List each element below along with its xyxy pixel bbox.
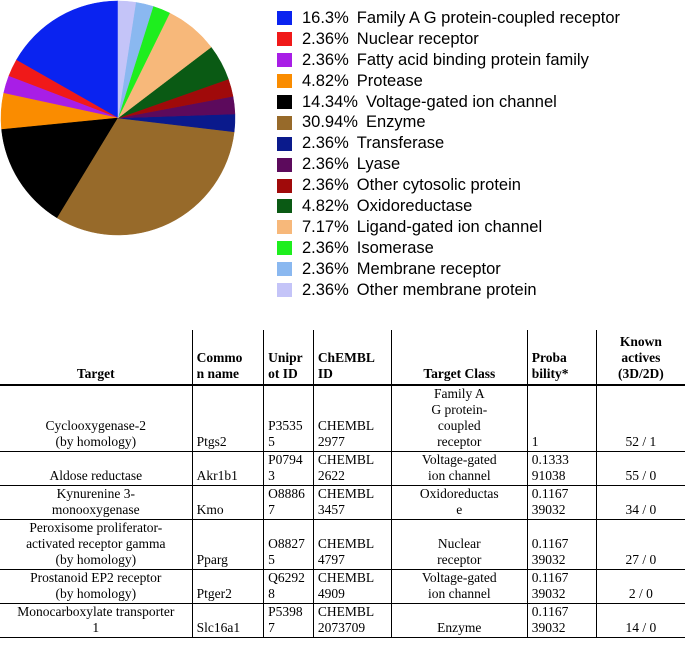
cell-target: Prostanoid EP2 receptor (by homology)	[0, 570, 192, 604]
cell-target-class: Nuclear receptor	[391, 520, 527, 570]
table-row	[0, 520, 685, 570]
table-row	[0, 452, 685, 486]
table-row	[0, 385, 685, 452]
legend-percent: 4.82%	[302, 71, 349, 90]
table-row	[0, 604, 685, 638]
cell-target-class: Enzyme	[391, 604, 527, 638]
cell-target-class: Family A G protein- coupled receptor	[391, 385, 527, 452]
legend-percent: 7.17%	[302, 217, 349, 236]
cell-uniprot-id: P5398 7	[264, 604, 314, 638]
legend-swatch	[277, 11, 292, 25]
targets-table-wrap	[0, 330, 685, 638]
legend-item	[277, 133, 620, 154]
cell-known-actives: 14 / 0	[596, 604, 685, 638]
legend-swatch	[277, 137, 292, 151]
table-row	[0, 570, 685, 604]
legend-label: Family A G protein-coupled receptor	[356, 8, 621, 27]
cell-probability: 0.1167 39032	[527, 486, 596, 520]
cell-uniprot-id: Q6292 8	[264, 570, 314, 604]
cell-target-class: Oxidoreductas e	[391, 486, 527, 520]
legend-percent: 14.34%	[302, 92, 358, 111]
cell-target: Aldose reductase	[0, 452, 192, 486]
legend-item	[277, 8, 620, 29]
cell-known-actives: 34 / 0	[596, 486, 685, 520]
table-header-row	[0, 330, 685, 385]
cell-known-actives: 27 / 0	[596, 520, 685, 570]
legend-percent: 2.36%	[302, 238, 349, 257]
pie-svg	[0, 0, 236, 236]
legend-item	[277, 175, 620, 196]
legend-percent: 2.36%	[302, 50, 349, 69]
cell-probability: 0.1167 39032	[527, 604, 596, 638]
legend-item	[277, 112, 620, 133]
legend-swatch	[277, 53, 292, 67]
legend-item	[277, 92, 620, 113]
cell-common-name: Ptgs2	[192, 385, 264, 452]
legend-label: Other membrane protein	[356, 280, 537, 299]
cell-probability: 0.1167 39032	[527, 570, 596, 604]
legend-item	[277, 217, 620, 238]
legend-item	[277, 154, 620, 175]
cell-chembl-id: CHEMBL 2073709	[313, 604, 391, 638]
legend-label: Ligand-gated ion channel	[356, 217, 543, 236]
table-body	[0, 385, 685, 638]
cell-probability: 0.1333 91038	[527, 452, 596, 486]
legend-percent: 30.94%	[302, 113, 358, 132]
legend-item	[277, 196, 620, 217]
cell-common-name: Pparg	[192, 520, 264, 570]
targets-table	[0, 330, 685, 638]
cell-target: Cyclooxygenase-2 (by homology)	[0, 385, 192, 452]
legend-item	[277, 50, 620, 71]
cell-common-name: Kmo	[192, 486, 264, 520]
legend-item	[277, 259, 620, 280]
cell-known-actives: 2 / 0	[596, 570, 685, 604]
legend-label: Transferase	[356, 134, 445, 153]
legend-percent: 2.36%	[302, 155, 349, 174]
legend-label: Lyase	[356, 155, 401, 174]
legend-label: Nuclear receptor	[356, 29, 479, 48]
header-chembl-id: ChEMBL ID	[313, 330, 391, 385]
legend-percent: 2.36%	[302, 259, 349, 278]
legend-label: Fatty acid binding protein family	[356, 50, 589, 69]
header-known-actives: Known actives (3D/2D)	[596, 330, 685, 385]
legend-label: Protease	[356, 71, 423, 90]
legend-swatch	[277, 95, 292, 109]
legend-item	[277, 238, 620, 259]
cell-probability: 1	[527, 385, 596, 452]
table-row	[0, 486, 685, 520]
legend-swatch	[277, 262, 292, 276]
header-target: Target	[0, 330, 192, 385]
header-probability: Proba bility*	[527, 330, 596, 385]
cell-uniprot-id: P3535 5	[264, 385, 314, 452]
legend	[277, 8, 620, 300]
legend-swatch	[277, 199, 292, 213]
legend-percent: 2.36%	[302, 280, 349, 299]
cell-uniprot-id: O8886 7	[264, 486, 314, 520]
header-common-name: Commo n name	[192, 330, 264, 385]
legend-percent: 2.36%	[302, 176, 349, 195]
legend-swatch	[277, 74, 292, 88]
legend-item	[277, 71, 620, 92]
cell-target-class: Voltage-gated ion channel	[391, 570, 527, 604]
legend-swatch	[277, 179, 292, 193]
cell-common-name: Akr1b1	[192, 452, 264, 486]
legend-percent: 2.36%	[302, 134, 349, 153]
cell-chembl-id: CHEMBL 3457	[313, 486, 391, 520]
cell-known-actives: 52 / 1	[596, 385, 685, 452]
header-target-class: Target Class	[391, 330, 527, 385]
cell-common-name: Slc16a1	[192, 604, 264, 638]
legend-percent: 16.3%	[302, 8, 349, 27]
cell-chembl-id: CHEMBL 4797	[313, 520, 391, 570]
legend-swatch	[277, 220, 292, 234]
legend-swatch	[277, 283, 292, 297]
legend-label: Other cytosolic protein	[356, 176, 521, 195]
legend-label: Enzyme	[365, 113, 426, 132]
legend-item	[277, 280, 620, 301]
cell-chembl-id: CHEMBL 2622	[313, 452, 391, 486]
legend-label: Oxidoreductase	[356, 196, 473, 215]
legend-label: Isomerase	[356, 238, 434, 257]
legend-percent: 4.82%	[302, 196, 349, 215]
legend-swatch	[277, 241, 292, 255]
cell-target-class: Voltage-gated ion channel	[391, 452, 527, 486]
cell-common-name: Ptger2	[192, 570, 264, 604]
cell-target: Peroxisome proliferator- activated receptor gamma (by homology)	[0, 520, 192, 570]
pie-chart	[0, 0, 236, 236]
cell-uniprot-id: P0794 3	[264, 452, 314, 486]
legend-item	[277, 29, 620, 50]
cell-probability: 0.1167 39032	[527, 520, 596, 570]
legend-swatch	[277, 158, 292, 172]
legend-swatch	[277, 116, 292, 130]
cell-target: Kynurenine 3- monooxygenase	[0, 486, 192, 520]
legend-label: Voltage-gated ion channel	[365, 92, 557, 111]
legend-label: Membrane receptor	[356, 259, 501, 278]
cell-chembl-id: CHEMBL 4909	[313, 570, 391, 604]
cell-chembl-id: CHEMBL 2977	[313, 385, 391, 452]
cell-known-actives: 55 / 0	[596, 452, 685, 486]
legend-swatch	[277, 32, 292, 46]
cell-uniprot-id: O8827 5	[264, 520, 314, 570]
legend-percent: 2.36%	[302, 29, 349, 48]
header-uniprot-id: Unipr ot ID	[264, 330, 314, 385]
cell-target: Monocarboxylate transporter 1	[0, 604, 192, 638]
